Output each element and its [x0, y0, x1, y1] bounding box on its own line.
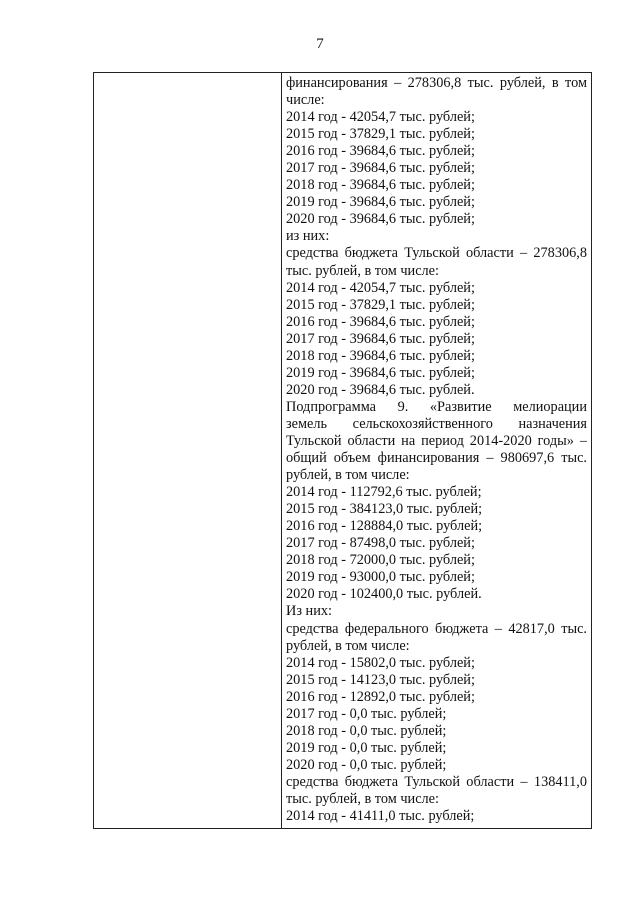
text-line: 2020 год - 39684,6 тыс. рублей. [286, 381, 475, 398]
text-line: тыс. рублей, в том числе: [286, 262, 439, 279]
text-line: общий объем финансирования – 980697,6 тыс. [286, 450, 587, 467]
text-line: 2015 год - 384123,0 тыс. рублей; [286, 501, 483, 518]
text-line: 2017 год - 39684,6 тыс. рублей; [286, 160, 475, 177]
text-line: финансирования – 278306,8 тыс. рублей, в том [286, 75, 587, 91]
text-line: 2020 год - 39684,6 тыс. рублей; [286, 211, 475, 228]
text-line: 2017 год - 39684,6 тыс. рублей; [286, 330, 475, 347]
text-line: 2018 год - 0,0 тыс. рублей; [286, 722, 447, 739]
left-column-cell [94, 73, 282, 828]
text-line: 2019 год - 39684,6 тыс. рублей; [286, 194, 475, 211]
text-line: 2018 год - 39684,6 тыс. рублей; [286, 347, 475, 364]
text-line: 2015 год - 37829,1 тыс. рублей; [286, 126, 475, 143]
text-line: рублей, в том числе: [286, 467, 410, 484]
text-line: Тульской области на период 2014-2020 годы» – [286, 432, 587, 449]
text-line: 2017 год - 87498,0 тыс. рублей; [286, 535, 475, 552]
text-line: Из них: [286, 603, 332, 620]
text-line: числе: [286, 92, 325, 109]
text-line: 2019 год - 93000,0 тыс. рублей; [286, 569, 475, 586]
text-line: рублей, в том числе: [286, 637, 410, 654]
text-line: из них: [286, 228, 330, 245]
right-column-cell [282, 73, 591, 828]
text-line: 2014 год - 112792,6 тыс. рублей; [286, 484, 482, 501]
text-line: 2016 год - 39684,6 тыс. рублей; [286, 143, 475, 160]
text-line: 2018 год - 72000,0 тыс. рублей; [286, 552, 475, 569]
text-line: Подпрограмма 9. «Развитие мелиорации [286, 398, 587, 415]
text-line: 2015 год - 37829,1 тыс. рублей; [286, 296, 475, 313]
page-number: 7 [316, 36, 324, 52]
text-line: 2014 год - 15802,0 тыс. рублей; [286, 654, 475, 671]
text-line: 2015 год - 14123,0 тыс. рублей; [286, 671, 475, 688]
text-line: средства федерального бюджета – 42817,0 тыс. [286, 620, 587, 637]
text-line: средства бюджета Тульской области – 138411,0 [286, 773, 587, 790]
text-line: 2014 год - 41411,0 тыс. рублей; [286, 808, 475, 825]
text-line: 2019 год - 39684,6 тыс. рублей; [286, 364, 475, 381]
text-line: 2020 год - 0,0 тыс. рублей; [286, 756, 447, 773]
text-line: 2016 год - 12892,0 тыс. рублей; [286, 688, 475, 705]
document-table [93, 72, 592, 829]
text-line: 2014 год - 42054,7 тыс. рублей; [286, 279, 475, 296]
text-line: земель сельскохозяйственного назначения [286, 415, 587, 432]
text-line: средства бюджета Тульской области – 278306,8 [286, 245, 587, 262]
text-line: 2014 год - 42054,7 тыс. рублей; [286, 109, 475, 126]
text-line: тыс. рублей, в том числе: [286, 790, 439, 807]
text-line: 2020 год - 102400,0 тыс. рублей. [286, 586, 482, 603]
text-line: 2017 год - 0,0 тыс. рублей; [286, 705, 447, 722]
text-line: 2016 год - 128884,0 тыс. рублей; [286, 518, 483, 535]
text-line: 2018 год - 39684,6 тыс. рублей; [286, 177, 475, 194]
text-line: 2016 год - 39684,6 тыс. рублей; [286, 313, 475, 330]
text-line: 2019 год - 0,0 тыс. рублей; [286, 739, 447, 756]
